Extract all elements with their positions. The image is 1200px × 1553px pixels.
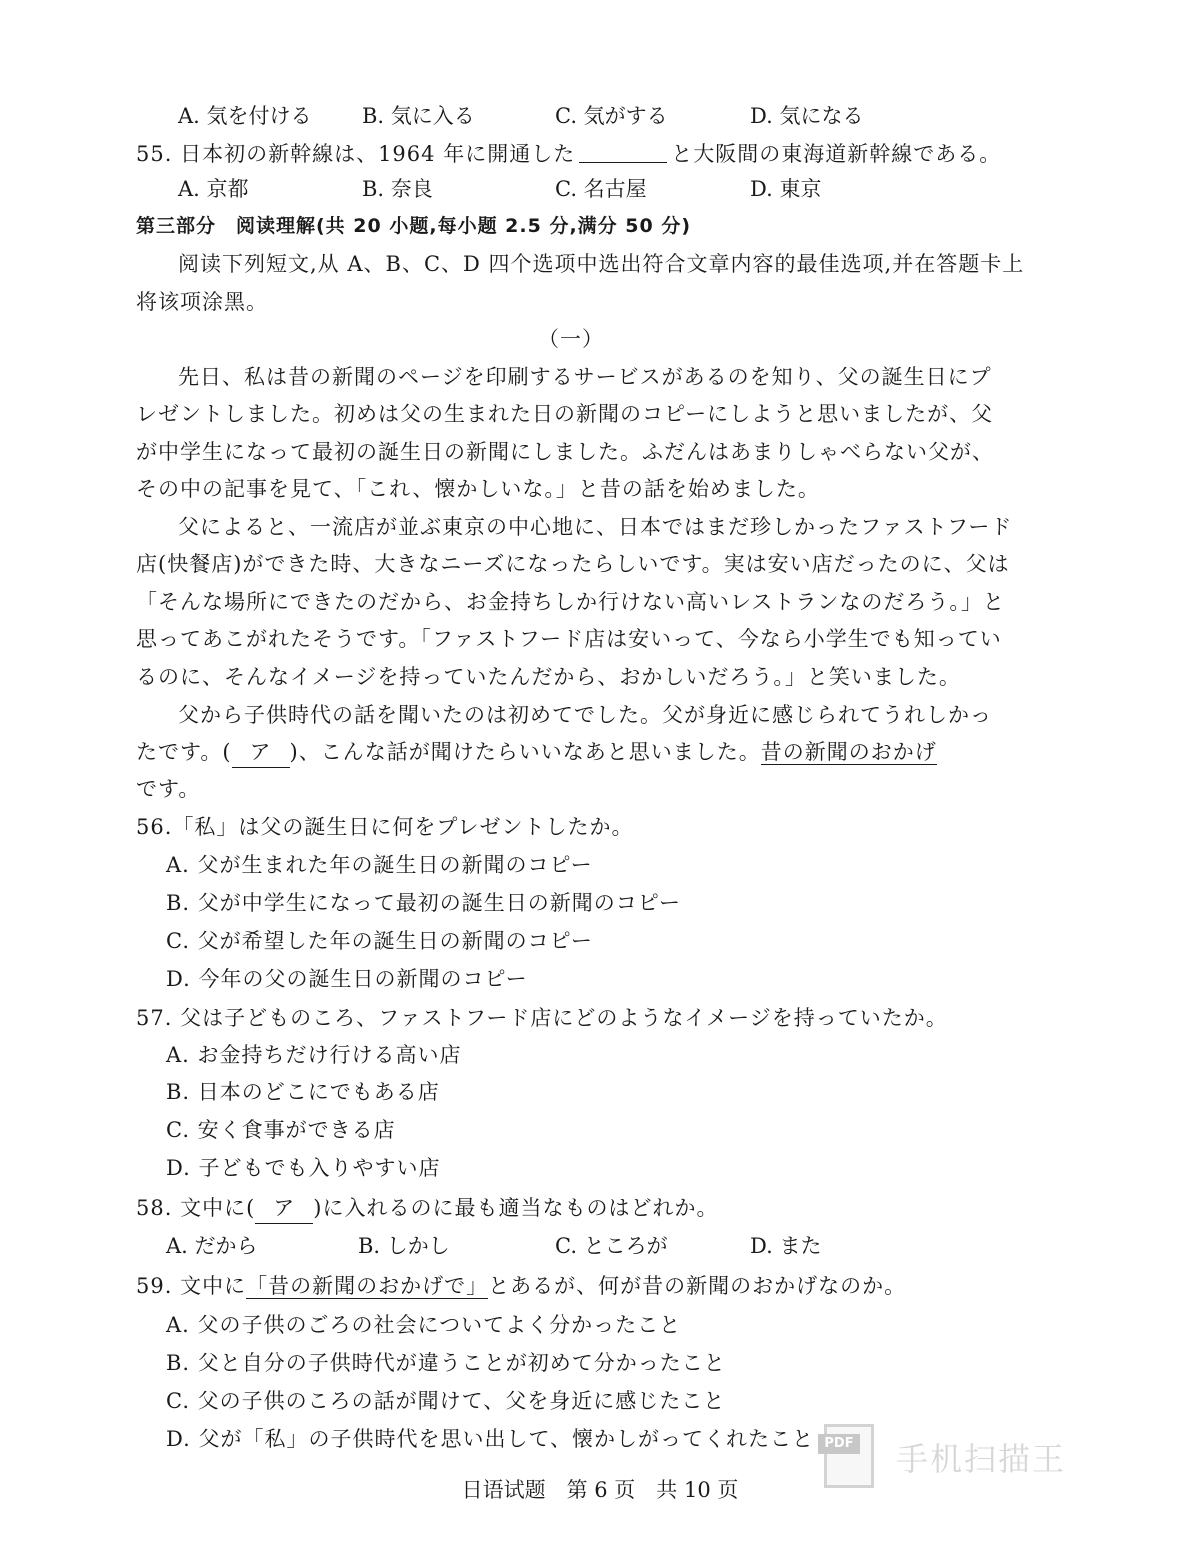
q59-option-a: A. 父の子供のごろの社会についてよく分かったこと (166, 1313, 682, 1337)
q54-option-b: B. 気に入る (362, 104, 475, 128)
passage-line: 思ってあこがれたそうです。「ファストフード店は安いって、今なら小学生でも知ってい (136, 627, 1002, 651)
passage-line: レゼントしました。初めは父の生まれた日の新聞のコピーにしようと思いましたが、父 (136, 402, 994, 426)
q56-stem: 56.「私」は父の誕生日に何をプレゼントしたか。 (136, 815, 634, 839)
q57-option-c: C. 安く食事ができる店 (166, 1118, 396, 1142)
passage-number: （一） (538, 327, 604, 351)
q57-option-d: D. 子どもでも入りやすい店 (166, 1156, 441, 1180)
q54-option-c: C. 気がする (555, 104, 668, 128)
passage-line: が中学生になって最初の誕生日の新聞にしました。ふだんはあまりしゃべらない父が、 (136, 440, 994, 464)
underlined-phrase: 昔の新聞のおかげ (760, 740, 937, 764)
q55-option-a: A. 京都 (178, 177, 249, 201)
passage-line: です。 (136, 777, 201, 801)
q55-option-d: D. 東京 (750, 177, 822, 201)
q57-option-b: B. 日本のどこにでもある店 (166, 1080, 440, 1104)
q55-stem: 55. 日本初の新幹線は、1964 年に開通した と大阪間の東海道新幹線である。 (136, 142, 1002, 166)
q58-option-c: C. ところが (555, 1234, 668, 1258)
q58-option-d: D. また (750, 1234, 822, 1258)
underlined-phrase: 「昔の新聞のおかげで」 (246, 1274, 489, 1298)
q55-option-b: B. 奈良 (362, 177, 433, 201)
answer-blank (579, 140, 667, 163)
q54-option-a: A. 気を付ける (178, 104, 312, 128)
instructions-line-1: 阅读下列短文,从 A、B、C、D 四个选项中选出符合文章内容的最佳选项,并在答题卡上 (178, 252, 1025, 276)
blank-a: ア (232, 737, 290, 768)
page-footer: 日语试题 第 6 页 共 10 页 (461, 1478, 739, 1502)
q58-options (0, 1231, 1200, 1261)
instructions-line-2: 将该项涂黑。 (136, 290, 268, 314)
q58-option-a: A. だから (166, 1234, 258, 1258)
passage-line: 店(快餐店)ができた時、大きなニーズになったらしいです。実は安い店だったのに、父は (136, 552, 1010, 576)
q57-option-a: A. お金持ちだけ行ける高い店 (166, 1043, 462, 1067)
passage-line: たです。( ア )、こんな話が聞けたらいいなあと思いました。昔の新聞のおかげ (136, 737, 937, 768)
q56-option-b: B. 父が中学生になって最初の誕生日の新聞のコピー (166, 891, 681, 915)
passage-line: 父から子供時代の話を聞いたのは初めてでした。父が身近に感じられてうれしかっ (178, 703, 992, 727)
q59-option-d: D. 父が「私」の子供時代を思い出して、懐かしがってくれたこと (166, 1427, 815, 1451)
section-title: 第三部分 阅读理解(共 20 小题,每小题 2.5 分,满分 50 分) (136, 215, 692, 237)
watermark-text: 手机扫描王 (896, 1440, 1067, 1478)
q54-options (0, 101, 1200, 131)
q57-stem: 57. 父は子どものころ、ファストフード店にどのようなイメージを持っていたか。 (136, 1006, 948, 1030)
q58-stem: 58. 文中に( ア )に入れるのに最も適当なものはどれか。 (136, 1193, 718, 1224)
pdf-badge-icon: PDF (818, 1434, 860, 1454)
q55-option-c: C. 名古屋 (555, 177, 647, 201)
blank-a: ア (255, 1193, 313, 1224)
passage-line: 「そんな場所にできたのだから、お金持ちしか行けない高いレストランなのだろう。」と (136, 590, 1005, 614)
q56-option-d: D. 今年の父の誕生日の新聞のコピー (166, 967, 528, 991)
q56-option-c: C. 父が希望した年の誕生日の新聞のコピー (166, 929, 593, 953)
q54-option-d: D. 気になる (750, 104, 864, 128)
passage-line: るのに、そんなイメージを持っていたんだから、おかしいだろう。」と笑いました。 (136, 665, 961, 689)
q56-option-a: A. 父が生まれた年の誕生日の新聞のコピー (166, 853, 593, 877)
q59-stem: 59. 文中に「昔の新聞のおかげで」とあるが、何が昔の新聞のおかげなのか。 (136, 1274, 907, 1298)
passage-line: 父によると、一流店が並ぶ東京の中心地に、日本ではまだ珍しかったファストフード (178, 515, 1013, 539)
q59-option-c: C. 父の子供のころの話が聞けて、父を身近に感じたこと (166, 1389, 726, 1413)
q58-option-b: B. しかし (358, 1234, 450, 1258)
scanner-watermark (818, 1422, 1067, 1488)
passage-line: 先日、私は昔の新聞のページを印刷するサービスがあるのを知り、父の誕生日にプ (178, 365, 992, 389)
q59-option-b: B. 父と自分の子供時代が違うことが初めて分かったこと (166, 1351, 726, 1375)
q55-options (0, 174, 1200, 204)
passage-line: その中の記事を見て、「これ、懐かしいな。」と昔の話を始めました。 (136, 477, 820, 501)
